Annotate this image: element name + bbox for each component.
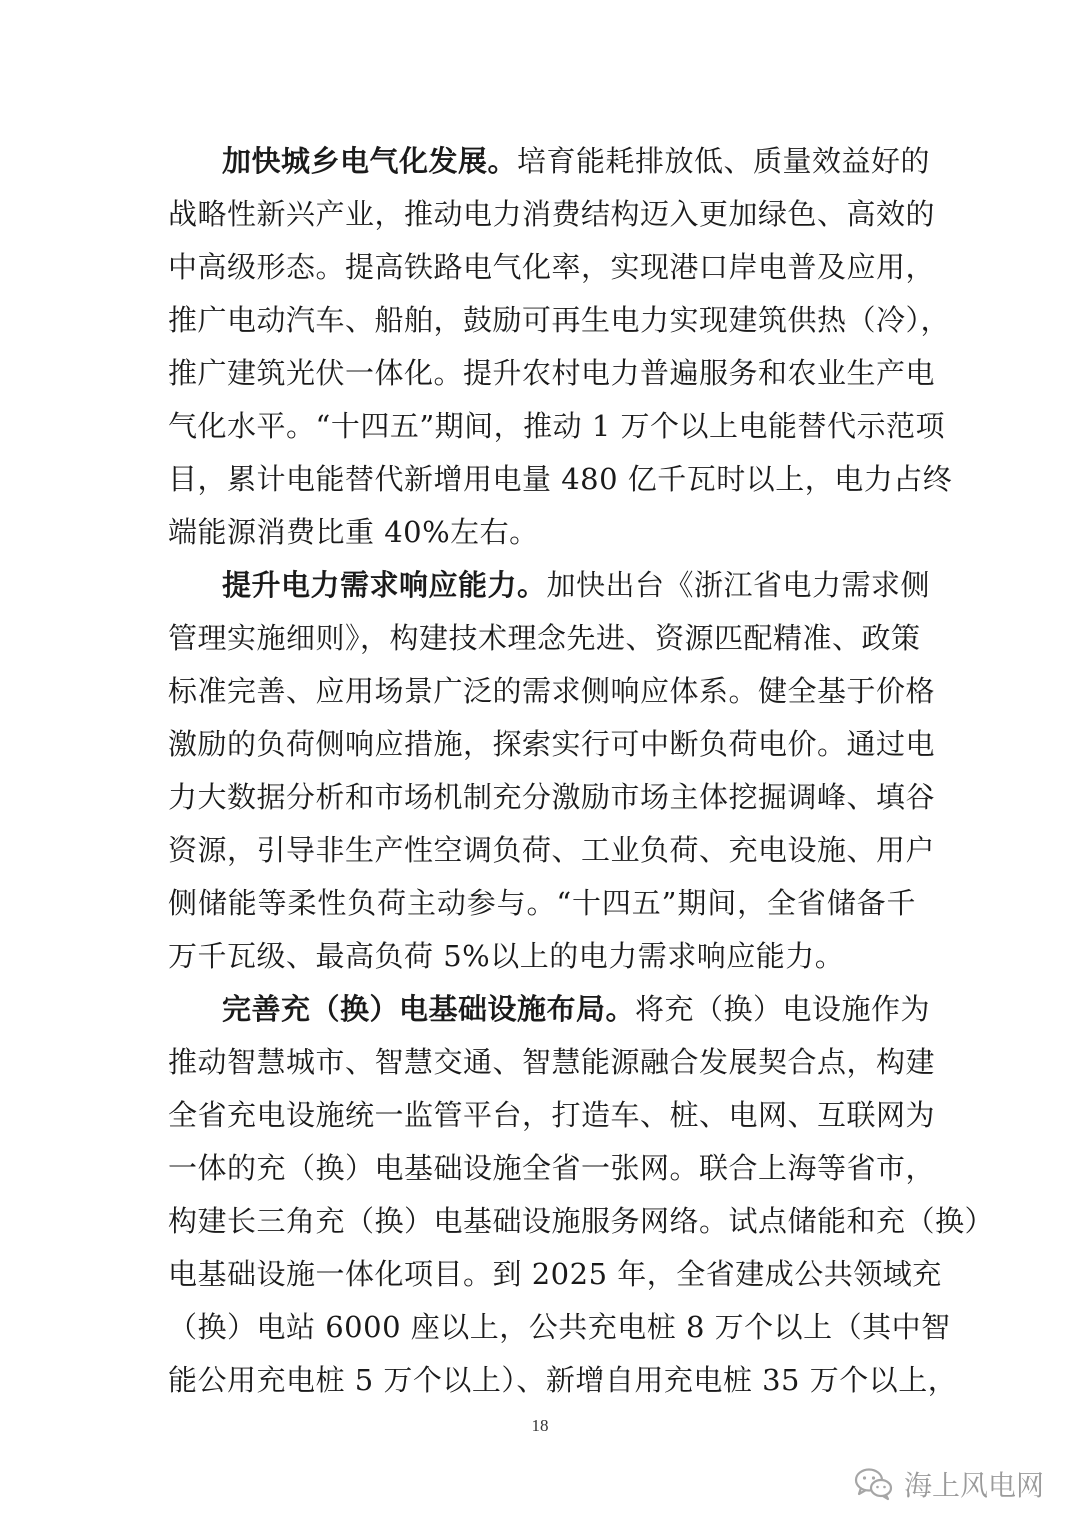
paragraph-line: 端能源消费比重 40%左右。 — [168, 515, 539, 549]
paragraph-line: 侧储能等柔性负荷主动参与。“十四五”期间，全省储备千 — [168, 886, 916, 920]
paragraph-line: 激励的负荷侧响应措施，探索实行可中断负荷电价。通过电 — [168, 727, 936, 761]
watermark — [854, 1464, 1044, 1504]
paragraph-line: 电基础设施一体化项目。到 2025 年，全省建成公共领域充 — [168, 1257, 942, 1291]
paragraph-line: 管理实施细则》，构建技术理念先进、资源匹配精准、政策 — [168, 621, 921, 655]
page-number: 18 — [531, 1416, 549, 1435]
section-heading: 完善充（换）电基础设施布局。 — [222, 992, 636, 1026]
paragraph-line: 力大数据分析和市场机制充分激励市场主体挖掘调峰、填谷 — [168, 780, 936, 814]
paragraph-line: 万千瓦级、最高负荷 5%以上的电力需求响应能力。 — [168, 939, 845, 973]
paragraph-line: 能公用充电桩 5 万个以上）、新增自用充电桩 35 万个以上， — [168, 1363, 958, 1397]
paragraph-line: 目，累计电能替代新增用电量 480 亿千瓦时以上，电力占终 — [168, 462, 953, 496]
watermark-text: 海上风电网 — [903, 1469, 1044, 1502]
paragraph-line: 战略性新兴产业，推动电力消费结构迈入更加绿色、高效的 — [168, 197, 936, 231]
paragraph-line: 构建长三角充（换）电基础设施服务网络。试点储能和充（换） — [168, 1204, 995, 1238]
paragraph-line: 推动智慧城市、智慧交通、智慧能源融合发展契合点，构建 — [168, 1045, 936, 1079]
section-3-first-line — [222, 985, 931, 1033]
section-2-first-line — [222, 561, 931, 609]
paragraph-line: 标准完善、应用场景广泛的需求侧响应体系。健全基于价格 — [168, 674, 936, 708]
section-1-first-line — [222, 137, 931, 185]
paragraph-text: 加快出台《浙江省电力需求侧 — [546, 568, 931, 602]
paragraph-line: 资源，引导非生产性空调负荷、工业负荷、充电设施、用户 — [168, 833, 936, 867]
paragraph-line: 一体的充（换）电基础设施全省一张网。联合上海等省市， — [168, 1151, 936, 1185]
paragraph-text: 将充（换）电设施作为 — [635, 992, 931, 1026]
wechat-icon — [854, 1467, 894, 1501]
paragraph-line: 中高级形态。提高铁路电气化率，实现港口岸电普及应用， — [168, 250, 936, 284]
section-heading: 加快城乡电气化发展。 — [222, 144, 518, 178]
section-heading: 提升电力需求响应能力。 — [222, 568, 547, 602]
paragraph-line: （换）电站 6000 座以上，公共充电桩 8 万个以上（其中智 — [168, 1310, 951, 1344]
paragraph-line: 气化水平。“十四五”期间，推动 1 万个以上电能替代示范项 — [168, 409, 946, 443]
paragraph-text: 培育能耗排放低、质量效益好的 — [517, 144, 931, 178]
paragraph-line: 全省充电设施统一监管平台，打造车、桩、电网、互联网为 — [168, 1098, 936, 1132]
paragraph-line: 推广建筑光伏一体化。提升农村电力普遍服务和农业生产电 — [168, 356, 936, 390]
paragraph-line: 推广电动汽车、船舶，鼓励可再生电力实现建筑供热（冷）， — [168, 303, 951, 337]
